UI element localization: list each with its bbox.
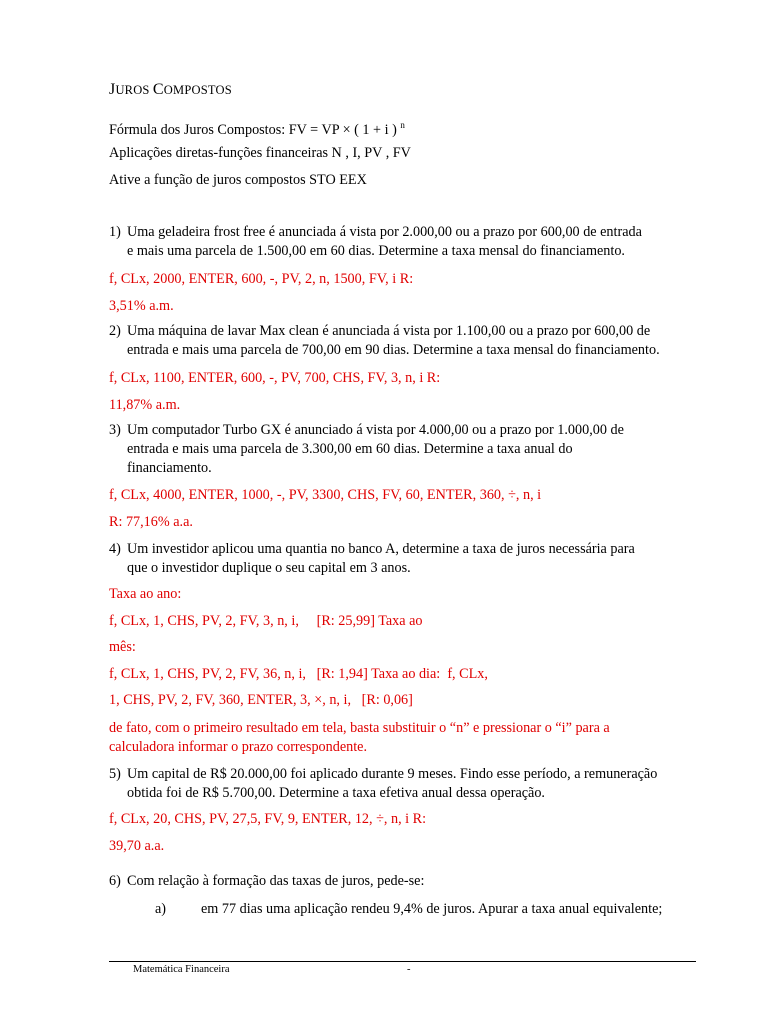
question-text-line: entrada e mais uma parcela de 700,00 em 90 dias. Determine a taxa mensal do financiamento. — [127, 342, 660, 358]
question-4 — [109, 540, 696, 580]
question-2 — [109, 322, 696, 362]
calculator-keys: f, CLx, 20, CHS, PV, 27,5, FV, 9, ENTER, 12, ÷, n, i R: — [109, 811, 427, 827]
question-number: 4) — [109, 541, 121, 557]
page-title: JUROS COMPOSTOS — [109, 81, 232, 98]
note-line: calculadora informar o prazo correspondente. — [109, 739, 368, 755]
question-number: 2) — [109, 323, 121, 339]
question-5 — [109, 765, 696, 805]
calculator-keys: f, CLx, 1, CHS, PV, 2, FV, 3, n, i, [R: 25,99] Taxa ao — [109, 613, 423, 629]
sub-item-text: em 77 dias uma aplicação rendeu 9,4% de juros. Apurar a taxa anual equivalente; — [201, 901, 663, 917]
question-text-line: obtida foi de R$ 5.700,00. Determine a taxa efetiva anual dessa operação. — [127, 785, 545, 801]
question-text-line: que o investidor duplique o seu capital em 3 anos. — [127, 560, 411, 576]
footer-title: Matemática Financeira — [133, 964, 230, 975]
question-text-line: Uma geladeira frost free é anunciada á vista por 2.000,00 ou a prazo por 600,00 de entrada — [127, 224, 642, 240]
question-text-line: Um investidor aplicou uma quantia no banco A, determine a taxa de juros necessária para — [127, 541, 635, 557]
question-number: 3) — [109, 422, 121, 438]
question-6 — [109, 872, 696, 892]
calculator-keys: f, CLx, 1100, ENTER, 600, -, PV, 700, CHS, FV, 3, n, i R: — [109, 370, 441, 386]
calculator-keys: 1, CHS, PV, 2, FV, 360, ENTER, 3, ×, n, i, [R: 0,06] — [109, 692, 413, 708]
activate-line: Ative a função de juros compostos STO EEX — [109, 172, 367, 188]
question-text-line: Com relação à formação das taxas de juros, pede-se: — [127, 873, 425, 889]
question-text-line: Uma máquina de lavar Max clean é anunciada á vista por 1.100,00 ou a prazo por 600,00 de — [127, 323, 651, 339]
formula-line: Fórmula dos Juros Compostos: FV = VP × ( 1 + i ) $^n$ — [109, 120, 405, 138]
question-number: 1) — [109, 224, 121, 240]
question-text-line: e mais uma parcela de 1.500,00 em 60 dias. Determine a taxa mensal do financiamento. — [127, 243, 625, 259]
sub-item-label: a) — [155, 901, 167, 917]
answer: 11,87% a.m. — [109, 397, 181, 413]
month-rate-label: mês: — [109, 639, 136, 655]
calculator-keys: f, CLx, 2000, ENTER, 600, -, PV, 2, n, 1500, FV, i R: — [109, 271, 414, 287]
footer-divider — [109, 961, 696, 962]
footer-page-marker: - — [407, 964, 411, 975]
question-text-line: Um capital de R$ 20.000,00 foi aplicado durante 9 meses. Findo esse período, a remuneração — [127, 766, 658, 782]
question-number: 5) — [109, 766, 121, 782]
question-1 — [109, 223, 696, 263]
question-3 — [109, 421, 696, 479]
answer: 3,51% a.m. — [109, 298, 174, 314]
answer: 39,70 a.a. — [109, 838, 165, 854]
calculator-keys: f, CLx, 1, CHS, PV, 2, FV, 36, n, i, [R: 1,94] Taxa ao dia: f, CLx, — [109, 666, 488, 682]
applications-line: Aplicações diretas-funções financeiras N , I, PV , FV — [109, 145, 411, 161]
calculator-keys: f, CLx, 4000, ENTER, 1000, -, PV, 3300, CHS, FV, 60, ENTER, 360, ÷, n, i — [109, 487, 542, 503]
question-text-line: Um computador Turbo GX é anunciado á vista por 4.000,00 ou a prazo por 1.000,00 de — [127, 422, 624, 438]
year-rate-label: Taxa ao ano: — [109, 586, 182, 602]
note-line: de fato, com o primeiro resultado em tela, basta substituir o “n” e pressionar o “i” para a — [109, 720, 610, 736]
question-text-line: entrada e mais uma parcela de 3.300,00 em 60 dias. Determine a taxa anual do — [127, 441, 573, 457]
question-number: 6) — [109, 873, 121, 889]
answer: R: 77,16% a.a. — [109, 514, 193, 530]
question-text-line: financiamento. — [127, 460, 212, 476]
